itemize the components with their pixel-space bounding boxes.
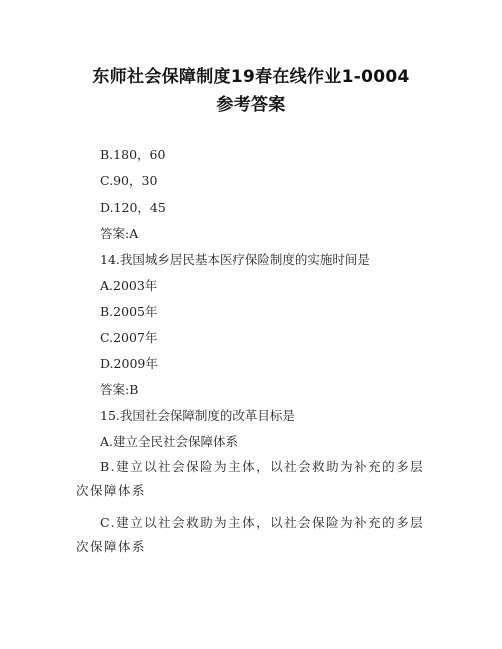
answer-13: 答案:A: [100, 226, 139, 241]
question-15: 15.我国社会保障制度的改革目标是: [100, 408, 295, 423]
option-c-prev: C.90，30: [100, 173, 158, 188]
option-d-prev: D.120，45: [100, 200, 166, 215]
question-14-option-a: A.2003年: [100, 278, 158, 293]
question-14-option-c: C.2007年: [100, 330, 158, 345]
document-subtitle: 参考答案: [216, 95, 286, 115]
answer-14: 答案:B: [100, 382, 139, 397]
question-14-option-b: B.2005年: [100, 304, 158, 319]
question-15-option-c: C.建立以社会救助为主体，以社会保险为补充的多层次保障体系: [76, 515, 425, 554]
question-15-option-b: B.建立以社会保险为主体，以社会救助为补充的多层次保障体系: [76, 459, 425, 498]
question-14-option-d: D.2009年: [100, 356, 158, 371]
document-title: 东师社会保障制度19春在线作业1-0004: [92, 67, 410, 87]
question-15-option-a: A.建立全民社会保障体系: [100, 434, 239, 449]
question-14: 14.我国城乡居民基本医疗保险制度的实施时间是: [100, 252, 370, 267]
option-b-prev: B.180，60: [100, 147, 166, 162]
